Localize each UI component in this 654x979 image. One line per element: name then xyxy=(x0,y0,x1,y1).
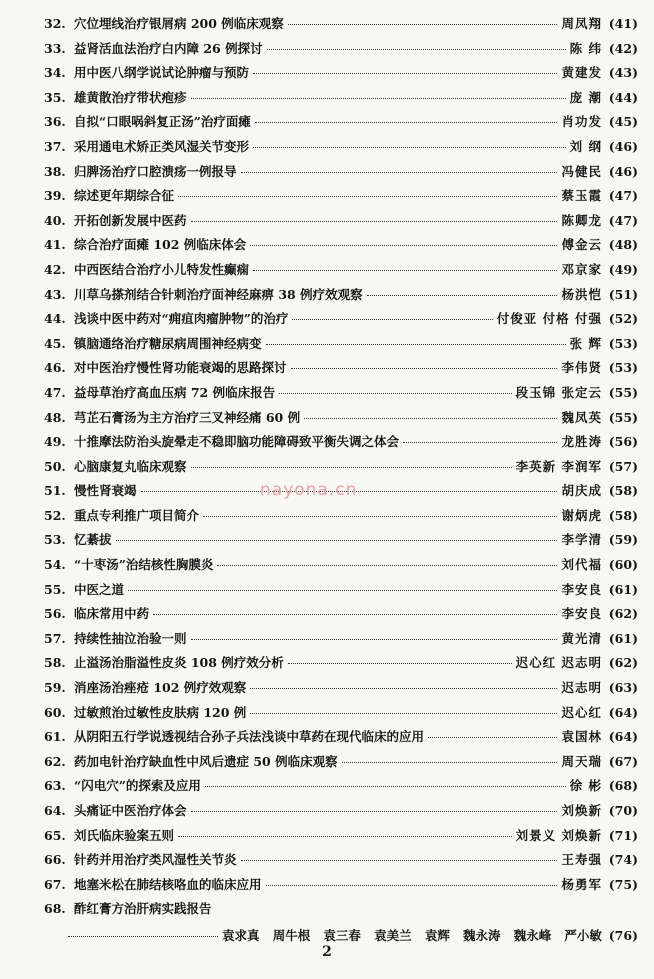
author-name: 严小敏 xyxy=(564,927,602,943)
entry-author: 李英新 李润军 xyxy=(515,458,602,474)
toc-entry xyxy=(44,39,638,64)
entry-page: (41) xyxy=(608,16,638,31)
entry-author: 袁国林 xyxy=(561,729,602,745)
entry-author: 李安良 xyxy=(561,606,602,622)
entry-title: 地塞米松在肺结核咯血的临床应用 xyxy=(74,876,262,892)
entry-title: 浅谈中医中药对“痈疽肉瘤肿物”的治疗 xyxy=(74,311,289,327)
entry-title: 对中医治疗慢性肾功能衰竭的思路探讨 xyxy=(74,360,287,376)
leader-dots xyxy=(266,885,558,886)
leader-dots xyxy=(288,24,558,25)
toc-entry xyxy=(44,580,638,605)
entry-title: 雄黄散治疗带状疱疹 xyxy=(74,89,187,105)
entry-page: (42) xyxy=(608,40,638,56)
entry-author: 徐 彬 xyxy=(569,778,602,794)
toc-entry xyxy=(44,604,638,629)
leader-dots xyxy=(250,688,557,689)
toc-entry xyxy=(44,14,638,39)
toc-entry xyxy=(44,801,638,826)
entry-title: 心脑康复丸临床观察 xyxy=(74,458,187,474)
entry-number: 43. xyxy=(44,286,66,302)
leader-dots xyxy=(203,516,557,517)
entry-author: 邓京家 xyxy=(561,261,602,277)
leader-dots xyxy=(217,565,557,566)
entry-title: 止溢汤治脂溢性皮炎 108 例疗效分析 xyxy=(74,655,284,671)
entry-number: 61. xyxy=(44,729,66,745)
entry-number: 48. xyxy=(44,409,66,425)
entry-number: 51. xyxy=(44,483,66,499)
entry-title: 过敏煎治过敏性皮肤病 120 例 xyxy=(74,704,247,720)
leader-dots xyxy=(178,196,557,197)
leader-dots xyxy=(191,467,512,468)
leader-dots xyxy=(191,811,558,812)
entry-title: 从阴阳五行学说透视结合孙子兵法浅谈中草药在现代临床的应用 xyxy=(74,729,425,745)
entry-author: 刘 纲 xyxy=(569,138,602,154)
toc-entry xyxy=(44,555,638,580)
entry-number: 67. xyxy=(44,876,66,892)
entry-page: (57) xyxy=(608,458,638,474)
author-name: 袁求真 xyxy=(222,927,260,943)
toc-entry-68 xyxy=(44,899,638,924)
leader-dots xyxy=(250,245,557,246)
entry-number: 38. xyxy=(44,163,66,179)
entry-title: 酢红膏方治肝病实践报告 xyxy=(74,901,212,917)
entry-author: 陈卿龙 xyxy=(561,212,602,228)
entry-title: 中医之道 xyxy=(74,581,125,597)
entry-author: 段玉锦 张定云 xyxy=(515,384,602,400)
leader-dots xyxy=(342,762,558,763)
entry-page: (46) xyxy=(608,163,638,179)
entry-page: (71) xyxy=(608,827,638,843)
watermark: nayona.cn xyxy=(260,480,358,500)
entry-title: 益肾活血法治疗白内障 26 例探讨 xyxy=(74,40,263,56)
entry-number: 57. xyxy=(44,630,66,646)
toc-entry xyxy=(44,211,638,236)
leader-dots xyxy=(178,836,512,837)
entry-page: (53) xyxy=(608,360,638,376)
entry-author: 庞 潮 xyxy=(569,89,602,105)
entry-page: (53) xyxy=(608,335,638,351)
entry-page: (61) xyxy=(608,581,638,597)
entry-number: 39. xyxy=(44,188,66,204)
entry-author: 谢炳虎 xyxy=(561,507,602,523)
leader-dots xyxy=(367,295,558,296)
leader-dots xyxy=(279,393,512,394)
entry-number: 46. xyxy=(44,360,66,376)
entry-author: 张 辉 xyxy=(569,335,602,351)
entry-number: 63. xyxy=(44,778,66,794)
entry-author: 冯健民 xyxy=(561,163,602,179)
entry-title: 头痛证中医治疗体会 xyxy=(74,803,187,818)
entry-number: 44. xyxy=(44,311,66,327)
toc-entry xyxy=(44,752,638,777)
leader-dots xyxy=(241,860,558,861)
toc-entry xyxy=(44,703,638,728)
leader-dots xyxy=(250,713,557,714)
entry-author: 刘焕新 xyxy=(561,803,602,818)
leader-dots xyxy=(253,73,557,74)
entry-author: 黄建发 xyxy=(561,65,602,81)
entry-title: 针药并用治疗类风湿性关节炎 xyxy=(74,852,237,868)
entry-number: 32. xyxy=(44,16,66,31)
entry-author: 刘景义 刘焕新 xyxy=(515,827,602,843)
entry-number: 66. xyxy=(44,852,66,868)
toc-entry xyxy=(44,629,638,654)
toc-entry xyxy=(44,88,638,113)
toc-entry xyxy=(44,358,638,383)
entry-title: 镇脑通络治疗糖尿病周围神经病变 xyxy=(74,335,262,351)
entry-page: (56) xyxy=(608,434,638,450)
author-name: 周牛根 xyxy=(272,927,311,943)
toc-entry xyxy=(44,875,638,900)
entry-title: “闪电穴”的探索及应用 xyxy=(74,778,201,794)
entry-author: 迟志明 xyxy=(561,680,602,696)
toc-entry xyxy=(44,850,638,875)
entry-title: 益母草治疗高血压病 72 例临床报告 xyxy=(74,384,276,400)
entry-page: (49) xyxy=(608,261,638,277)
leader-dots xyxy=(255,122,558,123)
entry-page: (62) xyxy=(608,655,638,671)
toc-entry xyxy=(44,457,638,482)
entry-author: 蔡玉霞 xyxy=(561,188,602,204)
leader-dots xyxy=(428,737,557,738)
entry-authors xyxy=(222,926,602,944)
entry-page: (67) xyxy=(608,753,638,769)
toc-entry xyxy=(44,653,638,678)
entry-author: 龙胜涛 xyxy=(561,434,602,450)
entry-title: 综合治疗面瘫 102 例临床体会 xyxy=(74,237,247,253)
entry-page: (51) xyxy=(608,286,638,302)
entry-page: (61) xyxy=(608,630,638,646)
entry-author: 付俊亚 付格 付强 xyxy=(496,311,602,327)
leader-dots xyxy=(191,639,558,640)
toc-entry xyxy=(44,260,638,285)
toc-entry xyxy=(44,162,638,187)
leader-dots xyxy=(241,172,558,173)
entry-number: 54. xyxy=(44,557,66,573)
entry-author: 迟心红 xyxy=(561,704,602,720)
entry-page: (68) xyxy=(608,778,638,794)
entry-page: (47) xyxy=(608,212,638,228)
toc-entries xyxy=(44,14,638,899)
entry-author: 周凤翔 xyxy=(561,16,602,31)
toc-entry xyxy=(44,137,638,162)
entry-title: “十枣汤”治结核性胸膜炎 xyxy=(74,557,214,573)
author-name: 袁三春 xyxy=(323,927,361,943)
entry-number: 41. xyxy=(44,237,66,253)
leader-dots xyxy=(205,786,566,787)
entry-author: 刘代福 xyxy=(561,557,602,573)
entry-number: 56. xyxy=(44,606,66,622)
entry-author: 李学清 xyxy=(561,532,602,548)
entry-number: 55. xyxy=(44,581,66,597)
leader-dots xyxy=(253,147,566,148)
entry-page: (64) xyxy=(608,729,638,745)
entry-number: 42. xyxy=(44,261,66,277)
entry-page: (55) xyxy=(608,384,638,400)
entry-page: (75) xyxy=(608,876,638,892)
author-name: 袁美兰 xyxy=(374,927,412,943)
toc-entry xyxy=(44,826,638,851)
entry-author: 王寿强 xyxy=(561,852,602,868)
author-name: 魏永涛 xyxy=(463,927,501,943)
toc-entry xyxy=(44,432,638,457)
entry-page: (63) xyxy=(608,680,638,696)
toc-entry xyxy=(44,63,638,88)
entry-author: 胡庆成 xyxy=(561,483,602,499)
toc-entry xyxy=(44,776,638,801)
entry-number: 65. xyxy=(44,827,66,843)
entry-author: 傅金云 xyxy=(561,237,602,253)
entry-author: 李伟贤 xyxy=(561,360,602,376)
entry-author: 周天瑞 xyxy=(561,753,602,769)
entry-number: 36. xyxy=(44,114,66,130)
toc-entry xyxy=(44,678,638,703)
entry-page: (60) xyxy=(608,557,638,573)
leader-dots xyxy=(403,442,557,443)
entry-author: 迟心红 迟志明 xyxy=(515,655,602,671)
entry-number: 35. xyxy=(44,89,66,105)
entry-number: 59. xyxy=(44,680,66,696)
entry-page: (59) xyxy=(608,532,638,548)
leader-dots xyxy=(288,663,512,664)
entry-title: 忆綦拔 xyxy=(74,532,112,548)
entry-page: (76) xyxy=(608,927,638,943)
entry-title: 川草乌搽剂结合针刺治疗面神经麻痹 38 例疗效观察 xyxy=(74,286,363,302)
entry-title: 重点专利推广项目简介 xyxy=(74,507,200,523)
toc-entry xyxy=(44,285,638,310)
entry-page: (45) xyxy=(608,114,638,130)
entry-page: (52) xyxy=(608,311,638,327)
entry-page: (64) xyxy=(608,704,638,720)
entry-number: 37. xyxy=(44,138,66,154)
entry-title: 采用通电术矫正类风湿关节变形 xyxy=(74,138,250,154)
entry-number: 52. xyxy=(44,507,66,523)
leader-dots xyxy=(68,936,218,937)
entry-number: 62. xyxy=(44,753,66,769)
entry-author: 杨勇军 xyxy=(561,876,602,892)
entry-number: 33. xyxy=(44,40,66,56)
entry-author: 黄光清 xyxy=(561,630,602,646)
toc-entry xyxy=(44,235,638,260)
page-number: 2 xyxy=(322,944,332,960)
entry-number: 45. xyxy=(44,335,66,351)
entry-page: (58) xyxy=(608,483,638,499)
entry-page: (48) xyxy=(608,237,638,253)
leader-dots xyxy=(304,418,557,419)
entry-number: 58. xyxy=(44,655,66,671)
entry-author: 杨洪恺 xyxy=(561,286,602,302)
toc-entry xyxy=(44,334,638,359)
toc-entry xyxy=(44,186,638,211)
leader-dots xyxy=(153,614,557,615)
entry-title: 中西医结合治疗小儿特发性癫痫 xyxy=(74,261,250,277)
entry-number: 47. xyxy=(44,384,66,400)
entry-number: 68. xyxy=(44,901,66,917)
entry-author: 陈 纬 xyxy=(569,40,602,56)
entry-title: 十推摩法防治头旋晕走不稳即脑功能障碍致平衡失调之体会 xyxy=(74,434,400,450)
entry-page: (62) xyxy=(608,606,638,622)
toc-entry xyxy=(44,309,638,334)
entry-page: (47) xyxy=(608,188,638,204)
entry-title: 自拟“口眼㖞斜复正汤”治疗面瘫 xyxy=(74,114,251,130)
entry-title: 慢性肾衰竭 xyxy=(74,483,137,499)
entry-title: 穴位埋线治疗银屑病 200 例临床观察 xyxy=(74,16,284,31)
author-name: 袁辉 xyxy=(424,927,450,943)
entry-author: 李安良 xyxy=(561,581,602,597)
entry-title: 药加电针治疗缺血性中风后遗症 50 例临床观察 xyxy=(74,753,338,769)
leader-dots xyxy=(267,49,566,50)
leader-dots xyxy=(292,319,492,320)
entry-page: (55) xyxy=(608,409,638,425)
leader-dots xyxy=(191,98,566,99)
toc-entry xyxy=(44,727,638,752)
entry-title: 开拓创新发展中医药 xyxy=(74,212,187,228)
entry-page: (74) xyxy=(608,852,638,868)
entry-number: 40. xyxy=(44,212,66,228)
entry-number: 53. xyxy=(44,532,66,548)
entry-title: 临床常用中药 xyxy=(74,606,150,622)
entry-number: 49. xyxy=(44,434,66,450)
entry-number: 64. xyxy=(44,803,66,818)
toc-entry xyxy=(44,408,638,433)
entry-title: 用中医八纲学说试论肿瘤与预防 xyxy=(74,65,250,81)
entry-author: 肖功发 xyxy=(561,114,602,130)
toc-entry xyxy=(44,383,638,408)
entry-page: (46) xyxy=(608,138,638,154)
entry-title: 归脾汤治疗口腔溃疡一例报导 xyxy=(74,163,237,179)
entry-page: (44) xyxy=(608,89,638,105)
leader-dots xyxy=(116,540,558,541)
toc-entry xyxy=(44,112,638,137)
entry-page: (70) xyxy=(608,803,638,818)
entry-title: 持续性抽泣治验一则 xyxy=(74,630,187,646)
entry-title: 刘氏临床验案五则 xyxy=(74,827,175,843)
entry-title: 消座汤治痤疮 102 例疗效观察 xyxy=(74,680,247,696)
entry-number: 50. xyxy=(44,458,66,474)
entry-page: (58) xyxy=(608,507,638,523)
leader-dots xyxy=(253,270,557,271)
leader-dots xyxy=(291,368,558,369)
entry-title: 芎芷石膏汤为主方治疗三叉神经痛 60 例 xyxy=(74,409,301,425)
leader-dots xyxy=(191,221,558,222)
leader-dots xyxy=(266,344,566,345)
author-name: 魏永峰 xyxy=(513,927,552,943)
toc-entry xyxy=(44,530,638,555)
entry-number: 34. xyxy=(44,65,66,81)
toc-entry xyxy=(44,506,638,531)
entry-number: 60. xyxy=(44,704,66,720)
entry-page: (43) xyxy=(608,65,638,81)
entry-author: 魏凤英 xyxy=(561,409,602,425)
entry-title: 综述更年期综合征 xyxy=(74,188,175,204)
leader-dots xyxy=(128,590,557,591)
